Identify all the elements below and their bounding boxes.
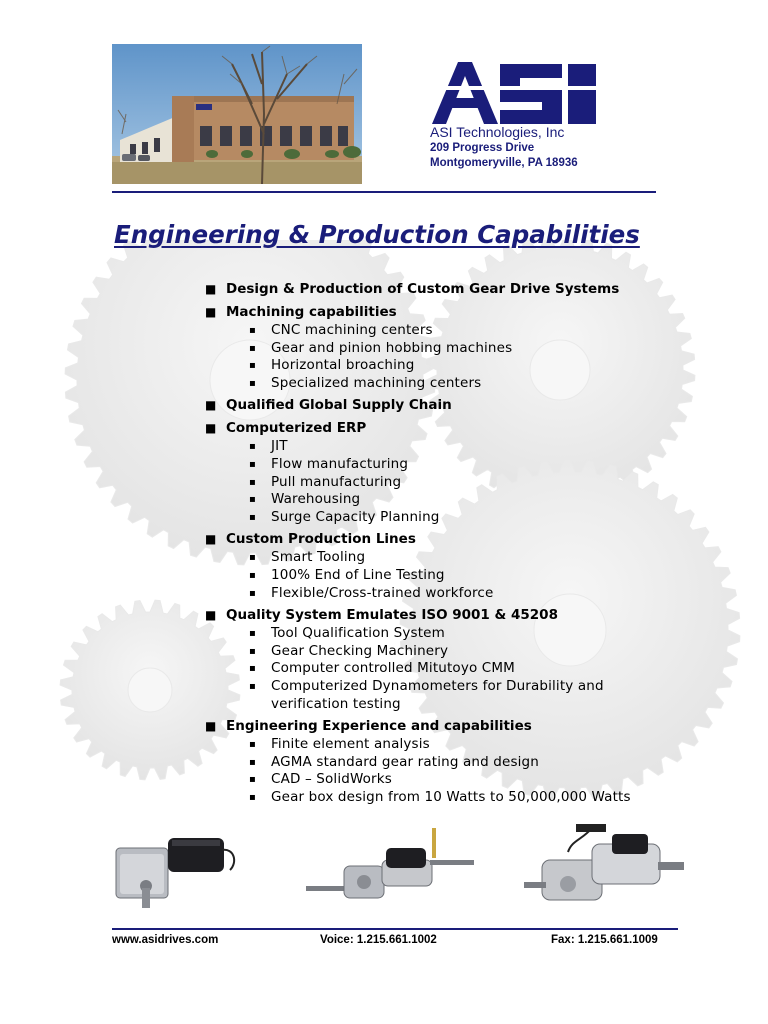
company-name: ASI Technologies, Inc <box>430 124 565 140</box>
capability-subitem-label: CAD – SolidWorks <box>271 771 392 788</box>
capability-subitem <box>205 567 725 585</box>
capability-subitems <box>205 625 725 713</box>
bullet-icon: ■ <box>205 532 217 547</box>
capability-label: Custom Production Lines <box>226 531 416 548</box>
footer-website-link[interactable]: www.asidrives.com <box>112 934 219 946</box>
product-gear-motor-2 <box>522 822 690 918</box>
capability-subitem <box>205 771 725 789</box>
capability-subitem-label: Warehousing <box>271 491 361 508</box>
bullet-icon: ■ <box>205 282 217 296</box>
capability-subitem-label: Flow manufacturing <box>271 455 409 472</box>
bullet-icon: ■ <box>205 608 217 623</box>
capability-subitem <box>205 509 725 527</box>
capability-subitem-label: Horizontal broaching <box>271 357 415 374</box>
page-title: Engineering & Production Capabilities <box>114 220 640 249</box>
capability-subitem-label: AGMA standard gear rating and design <box>271 753 539 770</box>
sub-bullet-icon: ▪ <box>249 739 256 751</box>
sub-bullet-icon: ▪ <box>249 458 256 470</box>
capability-label: Qualified Global Supply Chain <box>226 397 452 414</box>
sub-bullet-icon: ▪ <box>249 494 256 506</box>
capability-subitem <box>205 736 725 754</box>
capability-subitems <box>205 438 725 526</box>
capabilities-list <box>205 279 725 809</box>
capability-subitem-label: Flexible/Cross-trained workforce <box>271 584 494 601</box>
capability-item <box>205 529 725 549</box>
capability-item <box>205 302 725 322</box>
capability-label: Design & Production of Custom Gear Drive Systems <box>226 281 620 297</box>
address-line-2: Montgomeryville, PA 18936 <box>430 157 578 169</box>
capability-subitem <box>205 357 725 375</box>
capability-subitem <box>205 585 725 603</box>
capability-subitems <box>205 322 725 392</box>
product-gear-motor-1 <box>112 826 240 916</box>
capability-subitem-label: Gear and pinion hobbing machines <box>271 339 513 356</box>
bullet-icon: ■ <box>205 719 217 734</box>
capability-subitem-label: Computerized Dynamometers for Durability and <box>271 677 604 694</box>
sub-bullet-icon: ▪ <box>249 360 256 372</box>
capability-subitem-label: Pull manufacturing <box>271 473 402 490</box>
capability-subitem <box>205 696 725 714</box>
capability-subitem-label: Tool Qualification System <box>271 625 445 642</box>
sub-bullet-icon: ▪ <box>249 342 256 354</box>
bullet-icon: ■ <box>205 421 217 436</box>
capability-subitem <box>205 549 725 567</box>
sub-bullet-icon: ▪ <box>249 774 256 786</box>
capability-label: Computerized ERP <box>226 420 367 437</box>
bullet-icon: ■ <box>205 305 217 319</box>
sub-bullet-icon: ▪ <box>249 552 256 564</box>
header-divider <box>112 191 656 193</box>
capability-subitem <box>205 438 725 456</box>
sub-bullet-icon: ▪ <box>249 377 256 389</box>
capability-subitem <box>205 491 725 509</box>
capability-item <box>205 716 725 736</box>
capability-label: Quality System Emulates ISO 9001 & 45208 <box>226 607 558 624</box>
capability-label: Machining capabilities <box>226 304 397 320</box>
asi-logo <box>430 62 598 124</box>
sub-bullet-icon: ▪ <box>249 511 256 523</box>
footer-fax-number: Fax: 1.215.661.1009 <box>551 934 658 946</box>
capability-item <box>205 605 725 625</box>
capability-subitem <box>205 678 725 696</box>
capability-subitem-label: Smart Tooling <box>271 549 366 566</box>
capability-subitem-label: Finite element analysis <box>271 736 430 753</box>
sub-bullet-icon: ▪ <box>249 569 256 581</box>
capability-subitem-label: verification testing <box>271 695 401 712</box>
capability-item <box>205 418 725 438</box>
capability-subitems <box>205 736 725 806</box>
capability-subitem <box>205 660 725 678</box>
bullet-icon: ■ <box>205 398 217 413</box>
capability-item <box>205 279 725 299</box>
capability-subitem-label: CNC machining centers <box>271 322 433 338</box>
capability-subitem-label: Computer controlled Mitutoyo CMM <box>271 660 515 677</box>
sub-bullet-icon: ▪ <box>249 680 256 692</box>
capability-subitem <box>205 322 725 340</box>
sub-bullet-icon: ▪ <box>249 628 256 640</box>
capability-subitem <box>205 340 725 358</box>
capability-subitem-label: Surge Capacity Planning <box>271 508 440 525</box>
capability-subitems <box>205 549 725 602</box>
capability-subitem-label: Gear Checking Machinery <box>271 642 449 659</box>
capability-subitem <box>205 456 725 474</box>
sub-bullet-icon: ▪ <box>249 325 256 336</box>
capability-subitem-label: JIT <box>271 438 288 455</box>
capability-subitem-label: 100% End of Line Testing <box>271 566 445 583</box>
capability-label: Engineering Experience and capabilities <box>226 718 532 735</box>
sub-bullet-icon: ▪ <box>249 587 256 599</box>
capability-subitem <box>205 625 725 643</box>
sub-bullet-icon: ▪ <box>249 663 256 675</box>
capability-subitem-label: Gear box design from 10 Watts to 50,000,000 Watts <box>271 788 631 805</box>
capability-subitem <box>205 375 725 393</box>
sub-bullet-icon: ▪ <box>249 645 256 657</box>
capability-subitem-label: Specialized machining centers <box>271 374 482 391</box>
capability-subitem <box>205 754 725 772</box>
product-transaxle <box>304 826 476 908</box>
capability-subitem <box>205 474 725 492</box>
sub-bullet-icon: ▪ <box>249 756 256 768</box>
sub-bullet-icon: ▪ <box>249 441 256 453</box>
sub-bullet-icon: ▪ <box>249 476 256 488</box>
building-photo <box>112 44 362 184</box>
footer-voice-number: Voice: 1.215.661.1002 <box>320 934 437 946</box>
capability-subitem <box>205 789 725 807</box>
sub-bullet-icon: ▪ <box>249 791 256 803</box>
footer-divider <box>112 928 678 930</box>
capability-subitem <box>205 643 725 661</box>
capability-item <box>205 395 725 415</box>
address-line-1: 209 Progress Drive <box>430 142 535 154</box>
